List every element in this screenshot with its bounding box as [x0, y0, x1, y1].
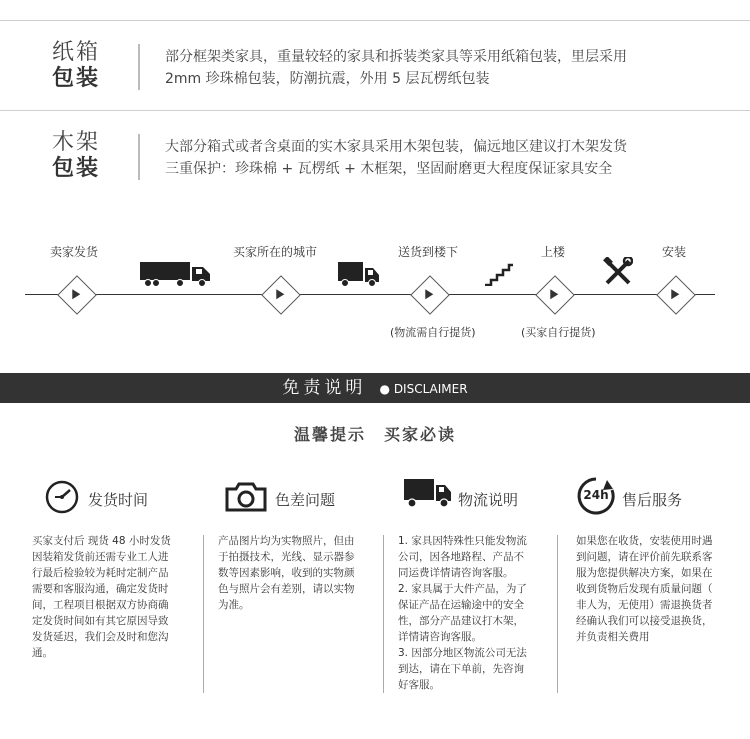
carton-packaging-text: 部分框架类家具，重量较轻的家具和拆装类家具等采用纸箱包装，里层采用 2mm 珍珠棉包装，防潮抗震，外用 5 层瓦楞纸包装	[165, 49, 627, 87]
step-seller-ship: 卖家发货	[50, 245, 99, 259]
col-title-shipping-time: 发货时间	[88, 491, 149, 509]
carton-divider	[138, 44, 140, 90]
wood-packaging-text: 大部分箱式或者含桌面的实木家具采用木架包装，偏远地区建议打木架发货 三重保护：珍珠棉 + 瓦楞纸 + 木框架，坚固耐磨更大程度保证家具安全	[165, 139, 627, 177]
camera-icon	[225, 482, 267, 512]
col-title-logistics: 物流说明	[458, 491, 519, 509]
timeline-node-4	[535, 275, 575, 315]
timeline-node-5	[656, 275, 696, 315]
timeline-node-3	[410, 275, 450, 315]
note-logistics-pickup: (物流需自行提货)	[390, 326, 476, 339]
play-icon	[276, 289, 284, 299]
play-icon	[72, 289, 80, 299]
col-text-after-sales: 如果您在收货，安装使用时遇 到问题，请在评价前先联系客 服为您提供解决方案，如果在 收到货物后发现有质量问题（ 非人为，无使用）需退换货者 经确认我们可以接受退换货， 并负责相关费用	[576, 535, 713, 643]
step-upstairs: 上楼	[541, 245, 566, 259]
step-install: 安装	[662, 245, 687, 259]
24h-icon	[576, 476, 616, 516]
col-text-color-difference: 产品图片均为实物照片，但由 于拍摄技术，光线、显示器参 数等因素影响，收到的实物颜 色与照片会有差别，请以实物 为准。	[218, 535, 355, 611]
disclaimer-banner	[0, 373, 750, 403]
wood-divider	[138, 134, 140, 180]
small-truck-icon	[338, 260, 380, 288]
mid-divider	[0, 110, 750, 111]
reminder-subtitle: 温馨提示 买家必读	[293, 425, 456, 444]
24h-label: 24h	[583, 488, 609, 502]
play-icon	[550, 289, 558, 299]
timeline-node-1	[57, 275, 97, 315]
clock-icon	[45, 480, 79, 514]
col-text-shipping-time: 买家支付后 现货 48 小时发货 因装箱发货前还需专业工人进 行最后检验较为耗时定制产品 需要和客服沟通，确定发货时 间，工程项目根据双方协商确 定发货时间如有其它原因导致 发货延迟，我们会及时和您沟 通。	[32, 535, 171, 659]
col-separator-2	[383, 535, 384, 693]
col-title-after-sales: 售后服务	[622, 491, 683, 509]
step-buyer-city: 买家所在的城市	[233, 245, 318, 259]
col-separator-1	[203, 535, 204, 693]
disclaimer-title-en: ● DISCLAIMER	[379, 382, 468, 396]
col-separator-3	[557, 535, 558, 693]
note-buyer-pickup: (买家自行提货)	[521, 326, 596, 339]
carton-packaging-title: 纸箱 包装	[52, 40, 101, 91]
timeline-line	[25, 294, 715, 295]
stairs-icon	[484, 262, 514, 286]
col-text-logistics: 1. 家具因特殊性只能发物流 公司，因各地路程、产品不 同运费详情请咨询客服。 2. 家具属于大件产品，为了 保证产品在运输途中的安全 性，部分产品建议打木架， 详情请咨询客服。 3. 因部分地区物流公司无法 到达，请在下单前，先咨询 好客服。	[398, 535, 527, 691]
disclaimer-title: 免责说明	[282, 378, 367, 398]
top-divider	[0, 20, 750, 21]
play-icon	[671, 289, 679, 299]
wood-packaging-title: 木架 包装	[52, 130, 101, 181]
col-title-color-difference: 色差问题	[275, 491, 336, 509]
big-truck-icon	[140, 260, 212, 288]
truck-icon	[404, 478, 452, 508]
play-icon	[425, 289, 433, 299]
tools-icon	[603, 257, 633, 285]
step-deliver-downstairs: 送货到楼下	[398, 245, 459, 259]
timeline-node-2	[261, 275, 301, 315]
